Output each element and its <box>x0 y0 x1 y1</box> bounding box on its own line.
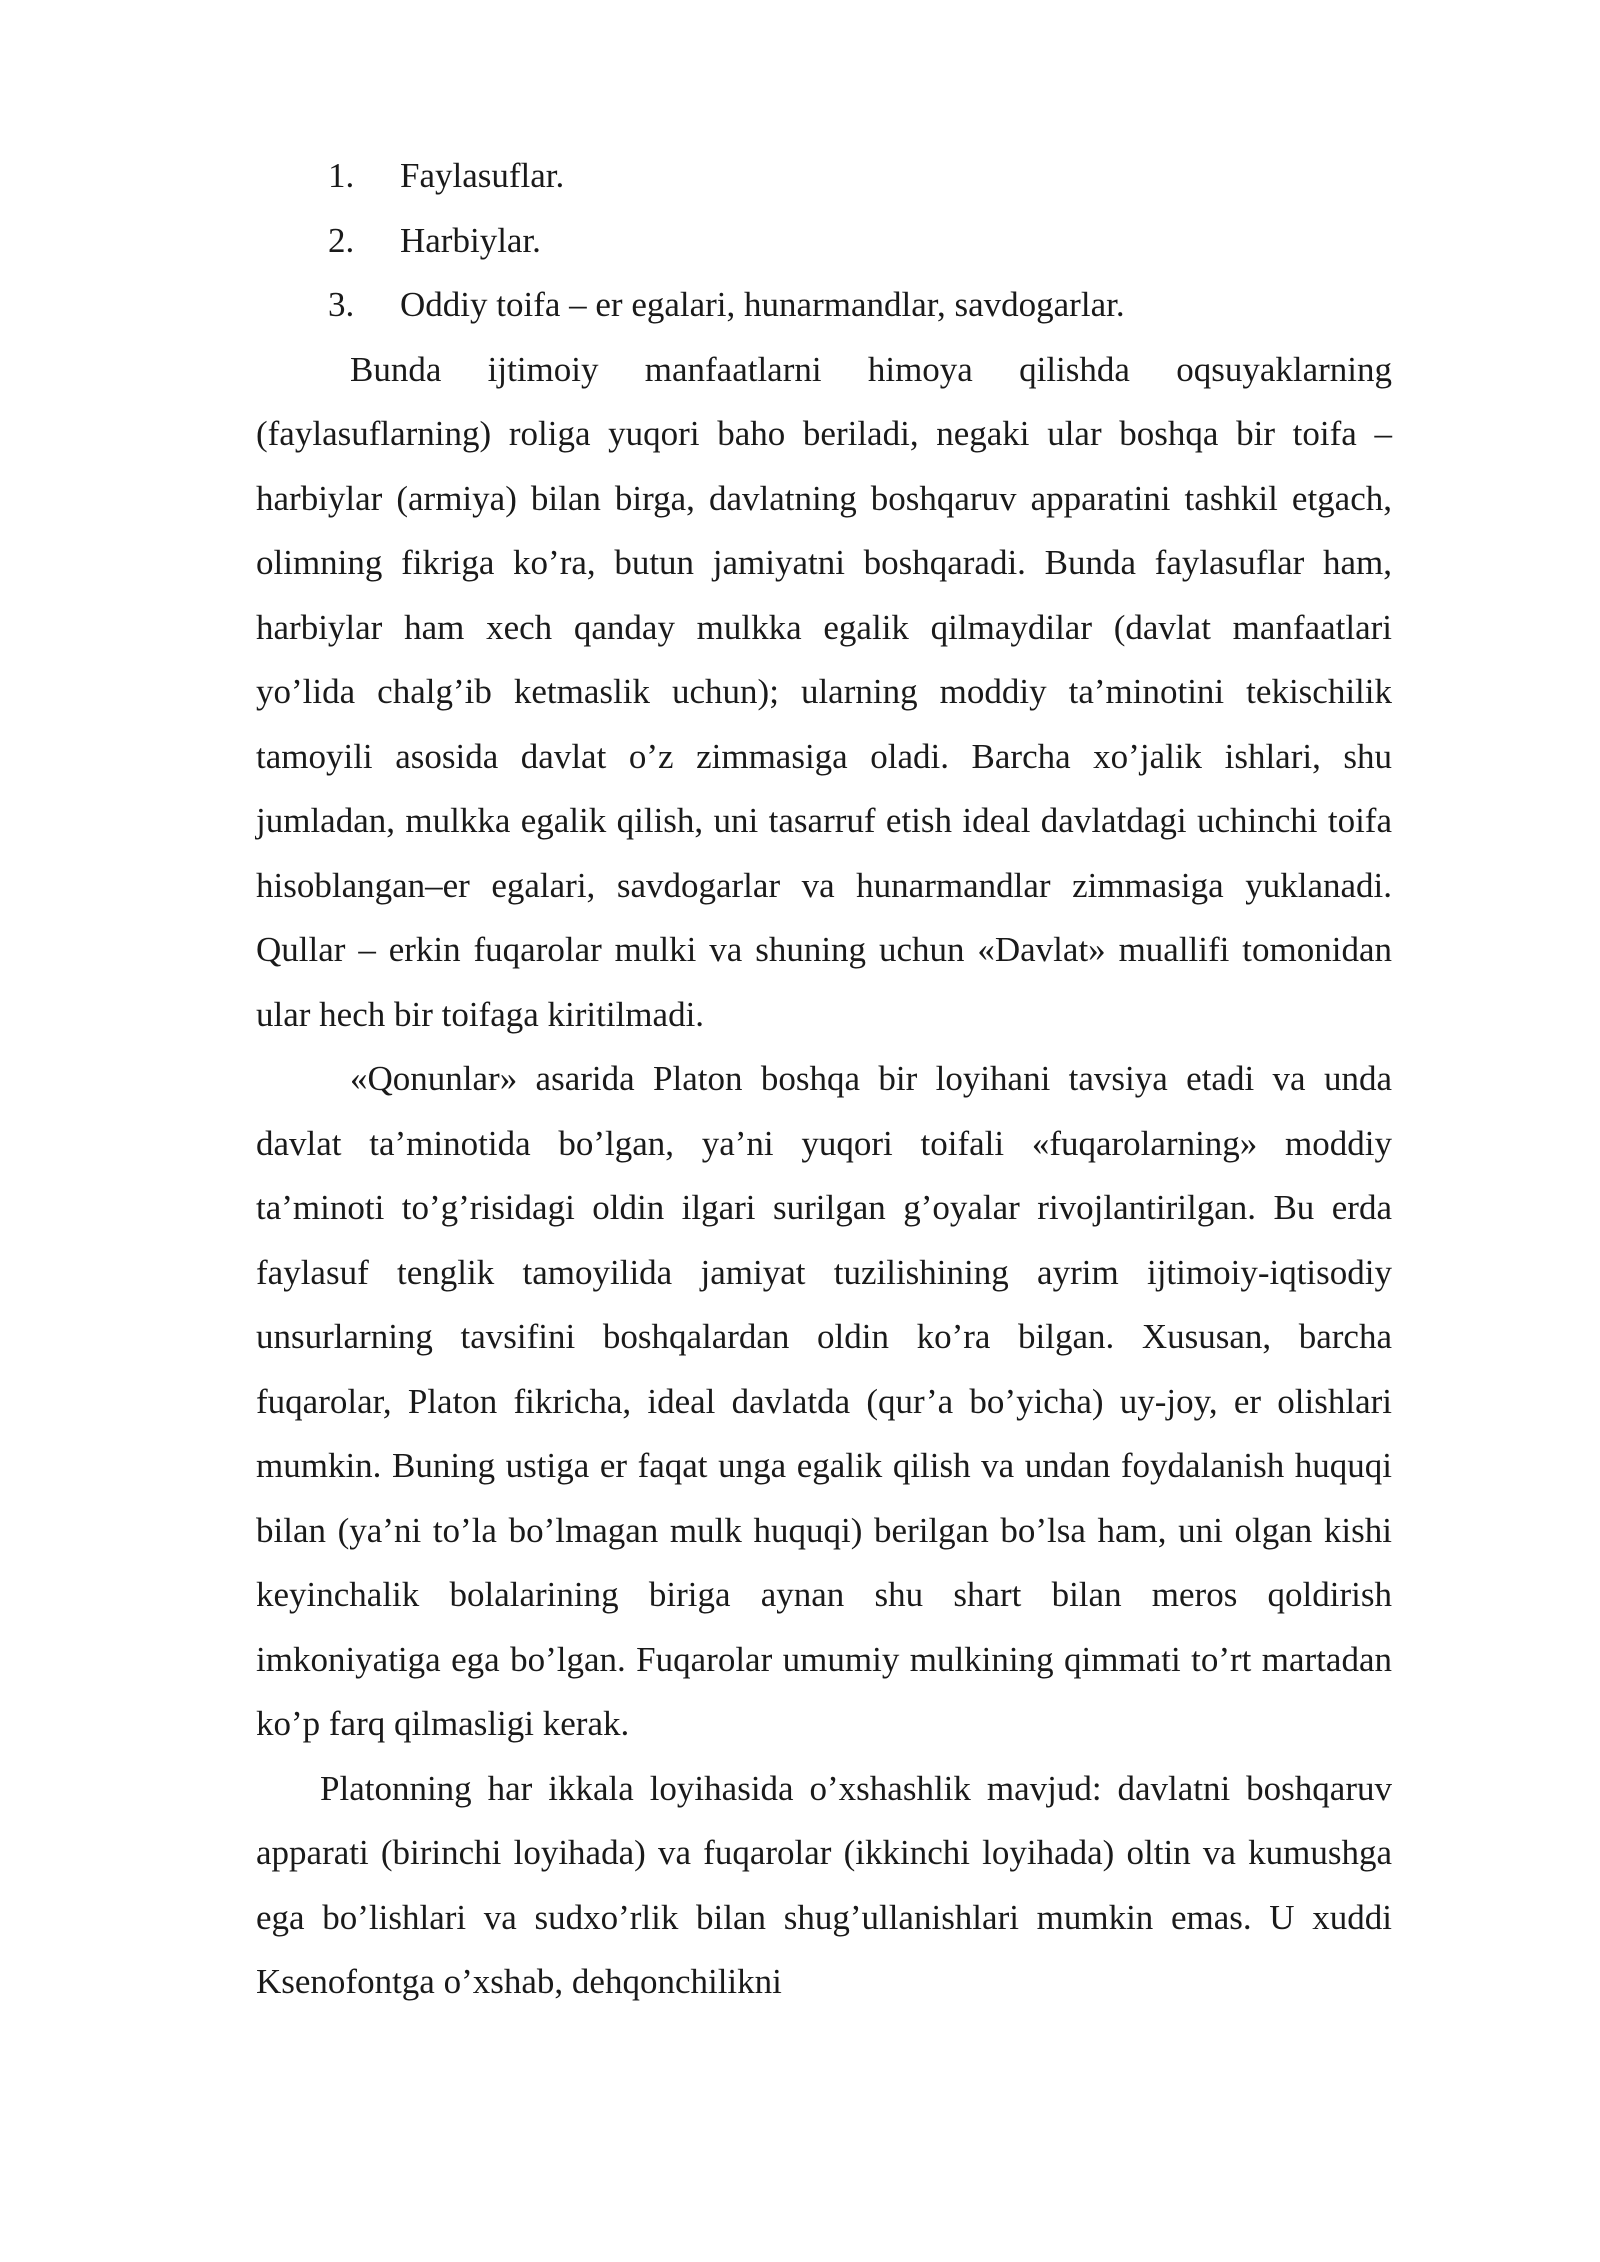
numbered-list <box>256 144 1392 338</box>
paragraph: Platonning har ikkala loyihasida o’xshashlik mavjud: davlatni boshqaruv apparati (birinchi loyihada) va fuqarolar (ikkinchi loyihada) oltin va kumushga ega bo’lishlari va sudxo’rlik bilan shug’ullanishlari mumkin emas. U xuddi Ksenofontga o’xshab, dehqonchilikni <box>256 1768 1392 2001</box>
list-text: Oddiy toifa – er egalari, hunarmandlar, savdogarlar. <box>400 285 1125 324</box>
list-number: 3. <box>328 285 355 324</box>
list-text: Harbiylar. <box>400 220 541 260</box>
paragraph: «Qonunlar» asarida Platon boshqa bir loyihani tavsiya etadi va unda davlat ta’minotida bo’lgan, ya’ni yuqori toifali «fuqarolarning» moddiy ta’minoti to’g’risidagi oldin ilgari surilgan g’oyalar rivojlantirilgan. Bu erda faylasuf tenglik tamoyilida jamiyat tuzilishining ayrim ijtimoiy-iqtisodiy unsurlarning tavsifini boshqalardan oldin ko’ra bilgan. Xususan, barcha fuqarolar, Platon fikricha, ideal davlatda (qur’a bo’yicha) uy-joy, er olishlari mumkin. Buning ustiga er faqat unga egalik qilish va undan foydalanish huquqi bilan (ya’ni to’la bo’lmagan mulk huquqi) berilgan bo’lsa ham, uni olgan kishi keyinchalik bolalarining biriga aynan shu shart bilan meros qoldirish imkoniyatiga ega bo’lgan. Fuqarolar umumiy mulkining qimmati to’rt martadan ko’p farq qilmasligi kerak. <box>256 1059 1392 1743</box>
list-text: Faylasuflar. <box>400 156 565 195</box>
document-page <box>256 144 1392 2015</box>
list-number: 1. <box>328 156 355 195</box>
list-item <box>256 209 1392 274</box>
paragraph: Bunda ijtimoiy manfaatlarni himoya qilishda oqsuyaklarning (faylasuflarning) roliga yuqori baho beriladi, negaki ular boshqa bir toifa – harbiylar (armiya) bilan birga, davlatning boshqaruv apparatini tashkil etgach, olimning fikriga ko’ra, butun jamiyatni boshqaradi. Bunda faylasuflar ham, harbiylar ham xech qanday mulkka egalik qilmaydilar (davlat manfaatlari yo’lida chalg’ib ketmaslik uchun); ularning moddiy ta’minotini tekischilik tamoyili asosida davlat o’z zimmasiga oladi. Barcha xo’jalik ishlari, shu jumladan, mulkka egalik qilish, uni tasarruf etish ideal davlatdagi uchinchi toifa hisoblangan–er egalari, savdogarlar va hunarmandlar zimmasiga yuklanadi. Qullar – erkin fuqarolar mulki va shuning uchun «Davlat» muallifi tomonidan ular hech bir toifaga kiritilmadi. <box>256 349 1392 1034</box>
list-item <box>256 273 1392 338</box>
list-item <box>256 144 1392 209</box>
list-number: 2. <box>328 220 355 260</box>
